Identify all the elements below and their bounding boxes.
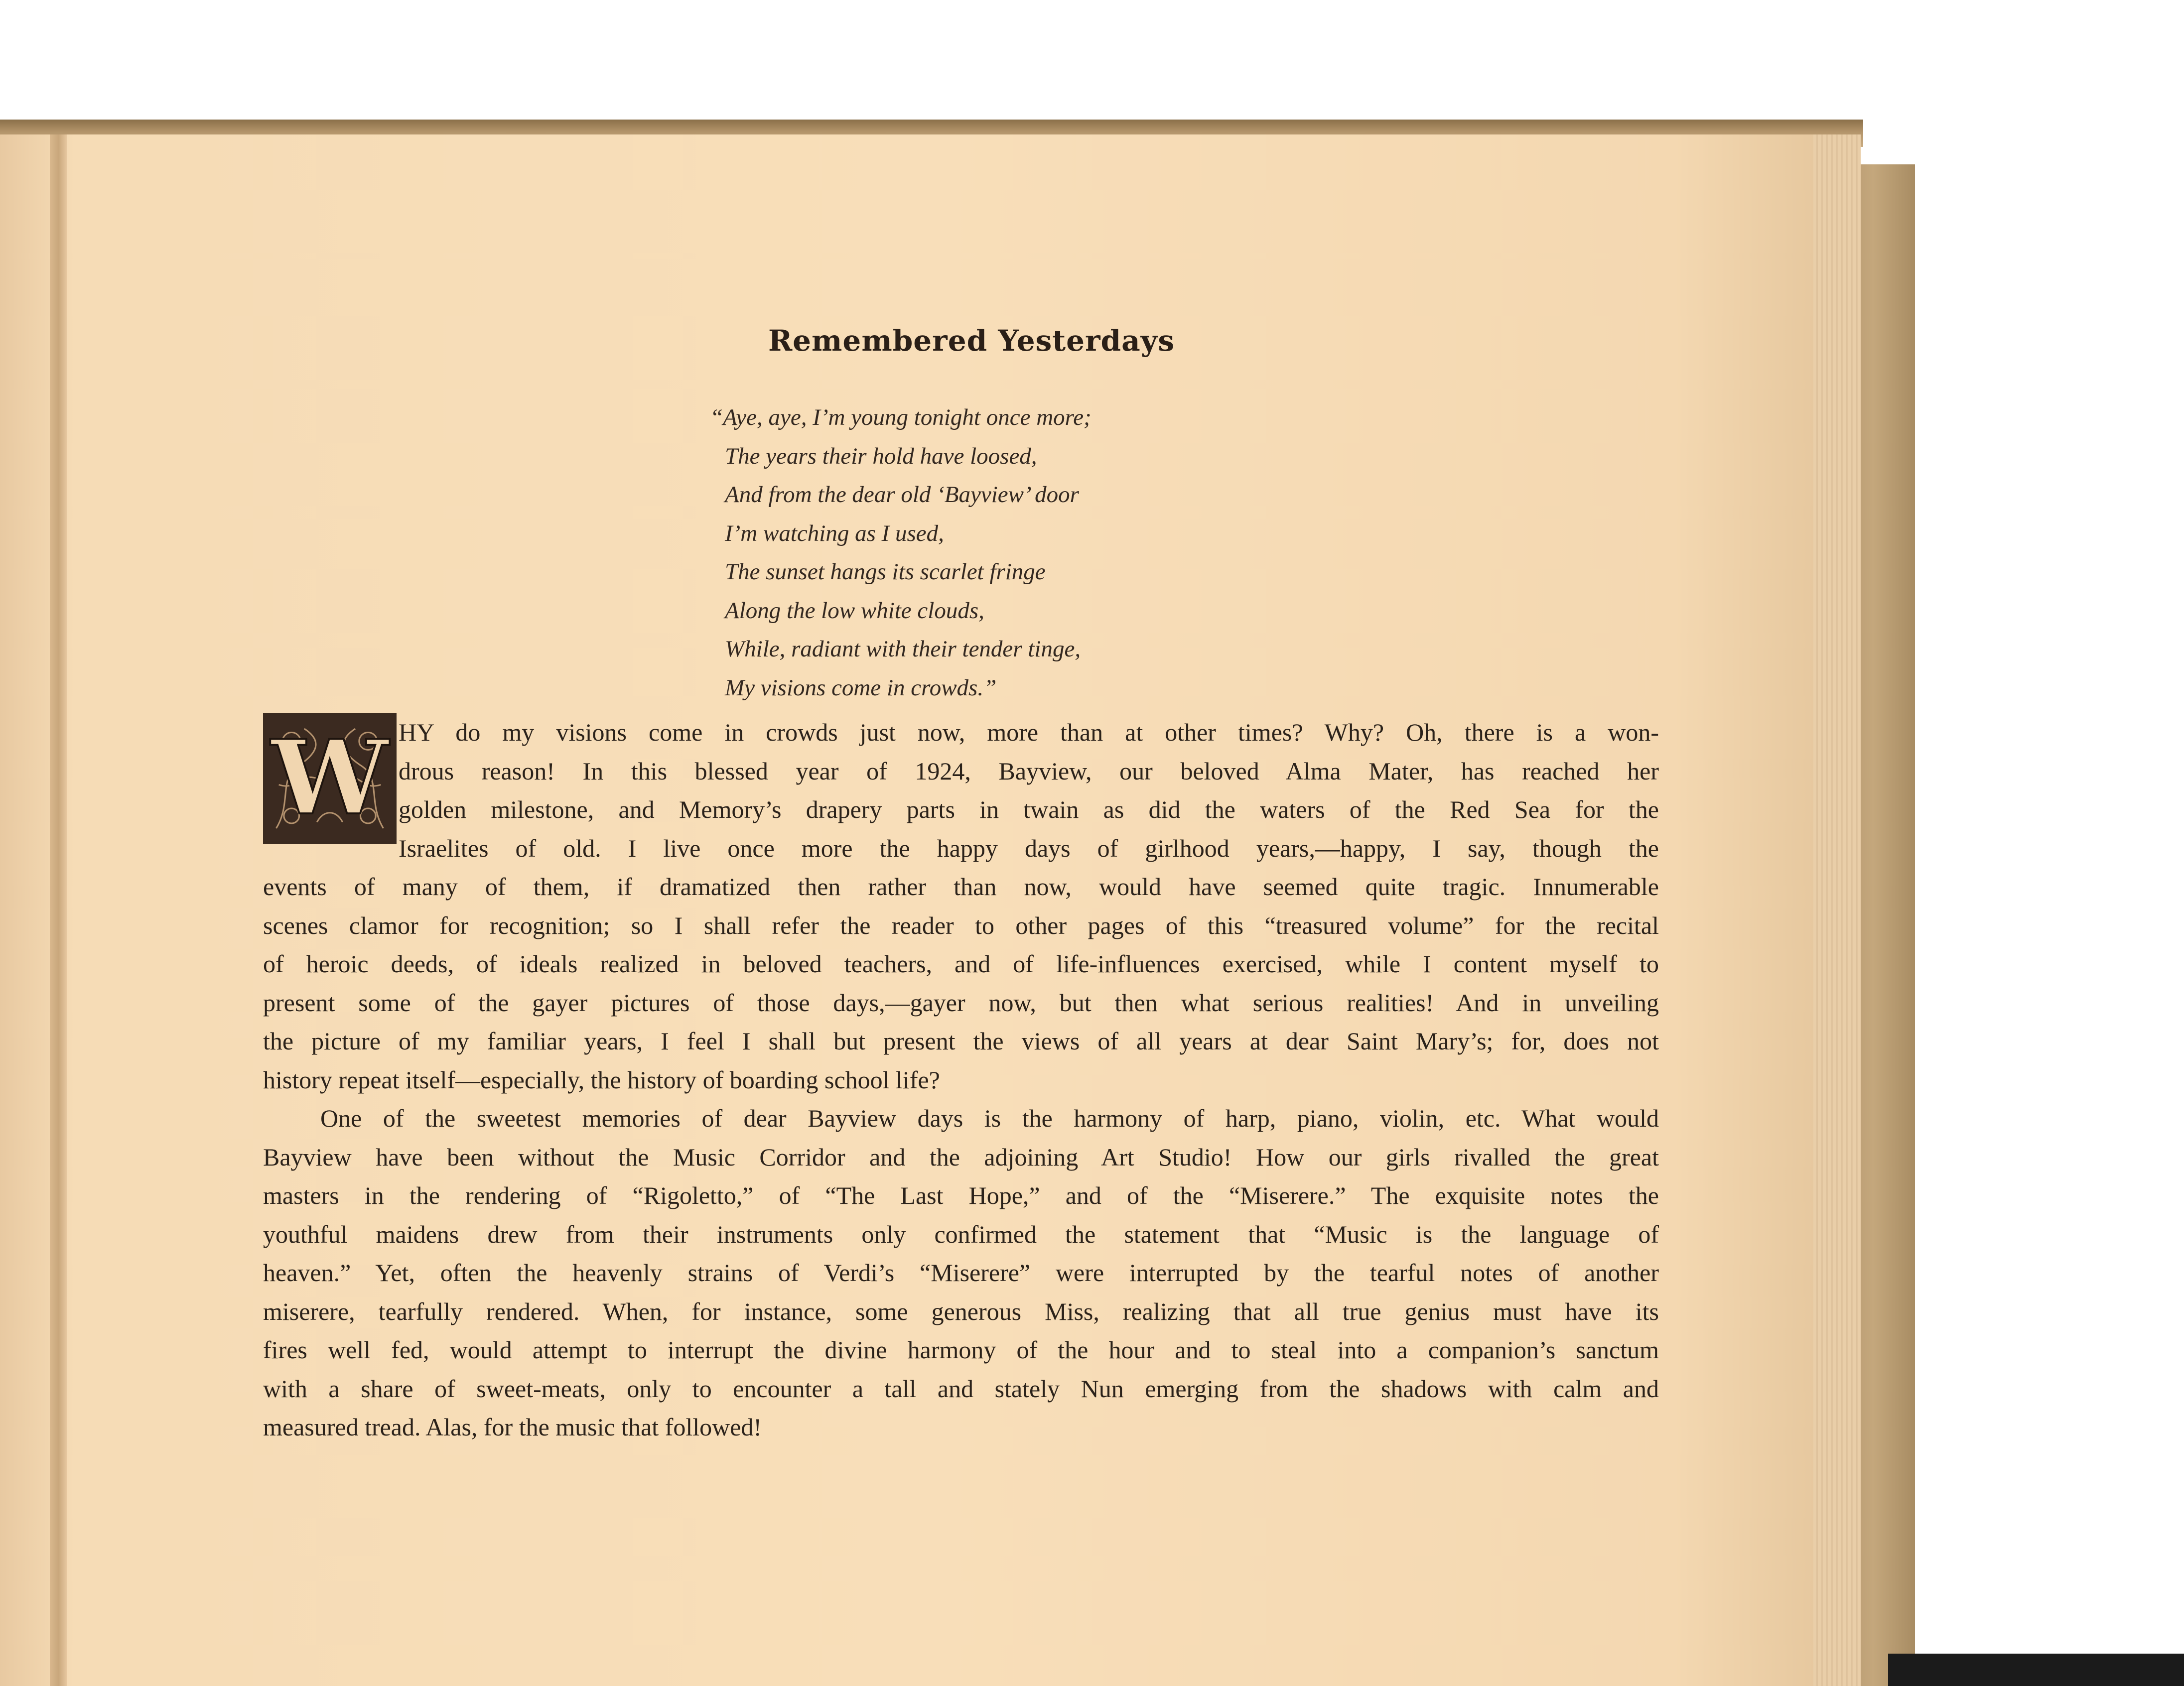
text-line: drous reason! In this blessed year of 1924, Bayview, our beloved Alma Mater, has reached her [399,757,1659,785]
book-gutter [50,134,67,1686]
dropcap-letter: W [271,717,389,838]
text-line: Israelites of old. I live once more the happy days of girlhood years,—happy, I say, though the [399,834,1659,862]
text-line: scenes clamor for recognition; so I shall refer the reader to other pages of this “treasured volume” for the recital [263,911,1659,939]
text-line: events of many of them, if dramatized then rather than now, would have seemed quite tragic. Innumerable [263,873,1659,901]
text-line: history repeat itself—especially, the history of boarding school life? [263,1065,940,1094]
scan-margin-top [0,0,2184,115]
text-line: of heroic deeds, of ideals realized in beloved teachers, and of life-influences exercised, while I content myself to [263,950,1659,978]
text-line: fires well fed, would attempt to interrupt the divine harmony of the hour and to steal into a companion’s sanctum [263,1336,1659,1364]
text-line: heaven.” Yet, often the heavenly strains of Verdi’s “Miserere” were interrupted by the tearful notes of another [263,1259,1659,1287]
scan-shadow-corner [1888,1654,2184,1686]
text-line: the picture of my familiar years, I feel I shall but present the views of all years at dear Saint Mary’s; for, does not [263,1027,1659,1055]
poem-line: I’m watching as I used, [725,520,944,546]
text-line: Bayview have been without the Music Corridor and the adjoining Art Studio! How our girls rivalled the great [263,1143,1659,1171]
text-line: measured tread. Alas, for the music that followed! [263,1413,762,1441]
poem-line: While, radiant with their tender tinge, [725,636,1081,662]
text-line: masters in the rendering of “Rigoletto,” of “The Last Hope,” and of the “Miserere.” The exquisite notes the [263,1181,1659,1209]
ornamental-initial [263,713,397,844]
text-line: golden milestone, and Memory’s drapery parts in twain as did the waters of the Red Sea for the [399,795,1659,823]
poem-line: The sunset hangs its scarlet fringe [725,559,1046,585]
poem-epigraph [710,398,1308,707]
text-line: present some of the gayer pictures of those days,—gayer now, but then what serious realities! And in unveiling [263,988,1659,1017]
poem-line: The years their hold have loosed, [725,443,1037,469]
poem-line: And from the dear old ‘Bayview’ door [725,482,1079,508]
poem-line: My visions come in crowds.” [725,674,997,701]
text-line: miserere, tearfully rendered. When, for instance, some generous Miss, realizing that all true genius must have its [263,1297,1659,1325]
page-title: Remembered Yesterdays [768,324,1175,358]
text-line: youthful maidens drew from their instruments only confirmed the statement that “Music is the language of [263,1220,1659,1248]
text-line: One of the sweetest memories of dear Bayview days is the harmony of harp, piano, violin, etc. What would [320,1104,1659,1132]
paragraph-2 [263,1099,1659,1447]
paragraph-1-opening [399,713,1659,868]
poem-line: “Aye, aye, I’m young tonight once more; [710,404,1092,430]
text-line: HY do my visions come in crowds just now, more than at other times? Why? Oh, there is a won- [399,718,1659,746]
paragraph-1 [263,868,1659,1099]
text-line: with a share of sweet-meats, only to encounter a tall and stately Nun emerging from the shadows with calm and [263,1374,1659,1403]
ornamental-initial-graphic [266,716,394,841]
poem-line: Along the low white clouds, [725,597,984,624]
page-stack-edge [1813,134,1861,1686]
